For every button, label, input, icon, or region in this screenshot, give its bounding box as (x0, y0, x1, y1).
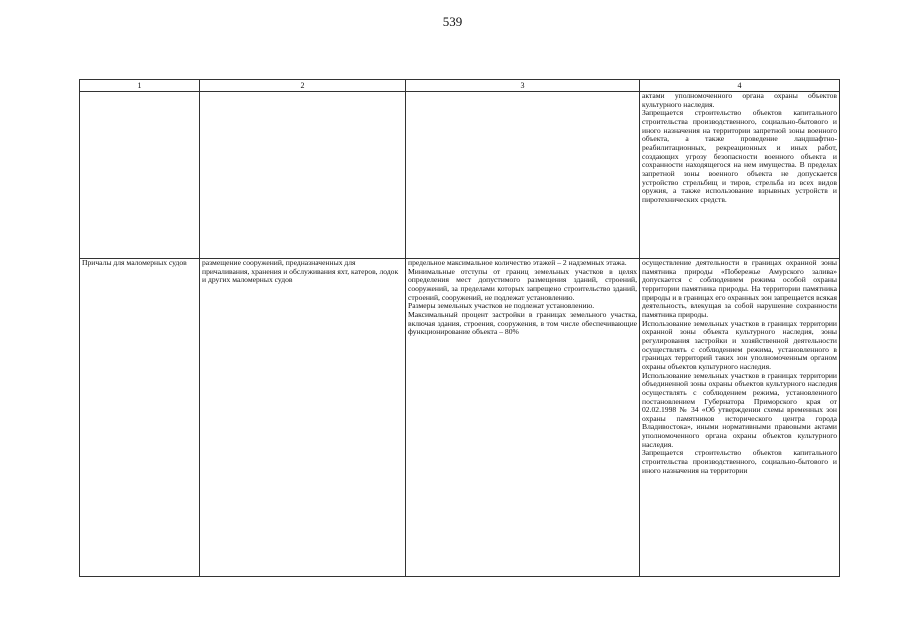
paragraph: осуществление деятельности в границах охранной зоны памятника природы «Побережье Амурского залива» допускается с соблюдением режима особой охраны территории памятника природы. На территории памятника природы и в границах его охранных зон запрещается всякая деятельность, влекущая за собой нарушение сохранности памятника природы. (642, 259, 837, 319)
column-number-1: 1 (80, 80, 200, 92)
paragraph: предельное максимальное количество этажей – 2 надземных этажа. (408, 258, 627, 267)
cell-use-description (200, 259, 406, 577)
use-description: размещение сооружений, предназначенных для причаливания, хранения и обслуживания яхт, катеров, лодок и других маломерных судов (202, 258, 399, 285)
column-number-2: 2 (200, 80, 406, 92)
paragraph: Использование земельных участков в границах территории охранной зоны объекта культурного наследия, зоны регулирования застройки и хозяйственной деятельности осуществлять с соблюдением режима, установленного в границах территорий таких зон уполномоченным органом охраны объектов культурного наследия. (642, 318, 837, 371)
paragraph: Максимальный процент застройки в границах земельного участка, включая здания, строения, сооружения, в том числе обеспечивающие функционирование объекта – 80% (408, 309, 637, 337)
table-row-small-boat-piers (80, 259, 840, 577)
page-number: 539 (442, 14, 463, 29)
table-row-continuation (80, 92, 840, 259)
table-header-row (80, 80, 840, 92)
cell-empty (200, 92, 406, 259)
cell-empty (406, 92, 640, 259)
paragraph: Минимальные отступы от границ земельных участков в целях определения мест допустимого размещения зданий, строений, сооружений, за пределами которых запрещено строительство зданий, строений, сооружений, не подлежат установлению. (408, 266, 637, 302)
land-use-name: Причалы для маломерных судов (82, 258, 187, 267)
paragraph: Использование земельных участков в границах территории объединенной зоны охраны объектов культурного наследия осуществлять с соблюдением режима, установленного постановлением Губернатора Приморского края от 02.02.1998 № 34 «Об утверждении схемы временных зон охраны памятников исторического центра города Владивостока», иными нормативными правовыми актами уполномоченного органа охраны объектов культурного наследия. (642, 370, 837, 449)
cell-land-use-type (80, 259, 200, 577)
cell-building-parameters (406, 259, 640, 577)
cell-empty (80, 92, 200, 259)
paragraph: Запрещается строительство объектов капитального строительства производственного, социально-бытового и иного назначения на территории (642, 448, 837, 475)
column-number-4: 4 (640, 80, 840, 92)
restrictions-text (642, 259, 837, 576)
column-number-3: 3 (406, 80, 640, 92)
paragraph: актами уполномоченного органа охраны объектов культурного наследия. (642, 91, 837, 109)
paragraph: Запрещается строительство объектов капитального строительства производственного, социально-бытового и иного назначения на территории запретной зоны военного объекта, а также проведение ландшафтно-реабилитационных, рекреационных и иных работ, создающих угрозу безопасности военного объекта и сохранности находящегося на нем имущества. В пределах запретной зоны военного объекта не допускается устройство стрельбищ и тиров, стрельба из всех видов оружия, а также использование взрывных устройств и пиротехнических средств. (642, 108, 837, 204)
cell-restrictions-continued (640, 92, 840, 259)
cell-restrictions (640, 259, 840, 577)
paragraph: Размеры земельных участков не подлежат установлению. (408, 301, 595, 311)
zoning-regulations-table (79, 79, 840, 577)
